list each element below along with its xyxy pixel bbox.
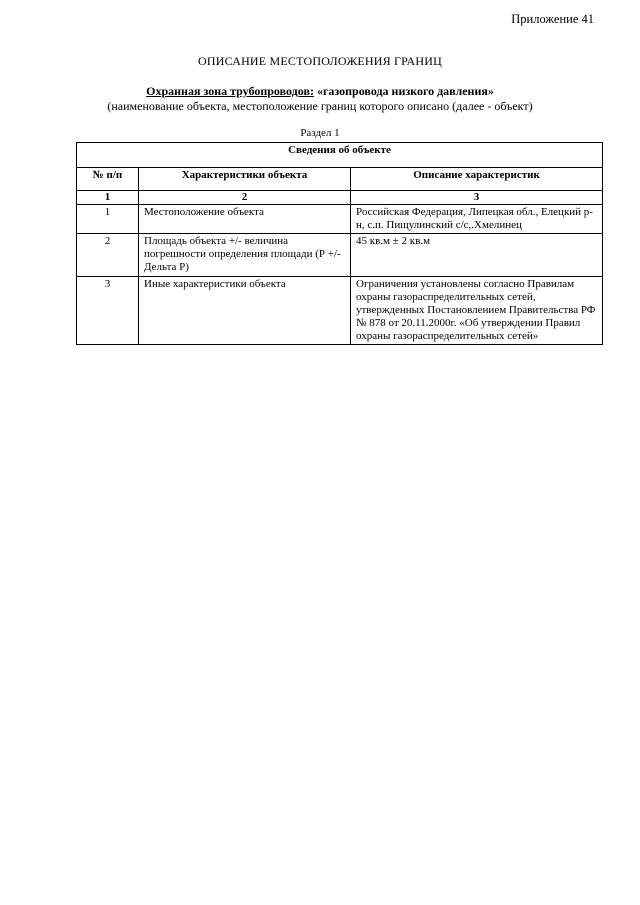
object-info-table [76, 142, 603, 345]
row-number: 2 [77, 234, 139, 277]
row-characteristic: Площадь объекта +/- величина погрешности определения площади (Р +/- Дельта Р) [139, 234, 351, 277]
document-title: ОПИСАНИЕ МЕСТОПОЛОЖЕНИЯ ГРАНИЦ [198, 54, 442, 68]
row-number: 3 [77, 277, 139, 345]
object-prefix: Охранная зона трубопроводов: [146, 84, 314, 98]
row-number: 1 [77, 205, 139, 234]
table-caption-row [77, 143, 603, 168]
row-description: 45 кв.м ± 2 кв.м [351, 234, 603, 277]
table-row [77, 234, 603, 277]
row-characteristic: Иные характеристики объекта [139, 277, 351, 345]
row-characteristic: Местоположение объекта [139, 205, 351, 234]
table-row [77, 277, 603, 345]
object-name-line [0, 84, 640, 99]
header-description: Описание характеристик [351, 168, 603, 191]
header-num: № п/п [77, 168, 139, 191]
table-header-row [77, 168, 603, 191]
row-description: Российская Федерация, Липецкая обл., Елецкий р-н, с.п. Пищулинский с/с,.Хмелинец [351, 205, 603, 234]
appendix-label: Приложение 41 [511, 12, 594, 26]
table-caption: Сведения об объекте [77, 143, 603, 168]
object-name: «газопровода низкого давления» [313, 84, 494, 98]
section-label: Раздел 1 [300, 127, 340, 139]
header-characteristic: Характеристики объекта [139, 168, 351, 191]
column-number-row [77, 191, 603, 205]
table-row [77, 205, 603, 234]
column-number: 2 [139, 191, 351, 205]
column-number: 1 [77, 191, 139, 205]
object-subtitle: (наименование объекта, местоположение границ которого описано (далее - объект) [107, 99, 533, 113]
row-description: Ограничения установлены согласно Правилам охраны газораспределительных сетей, утвержденных Постановлением Правительства РФ № 878 от 20.11.2000г. «Об утверждении Правил охраны газораспределительных сетей» [351, 277, 603, 345]
column-number: 3 [351, 191, 603, 205]
